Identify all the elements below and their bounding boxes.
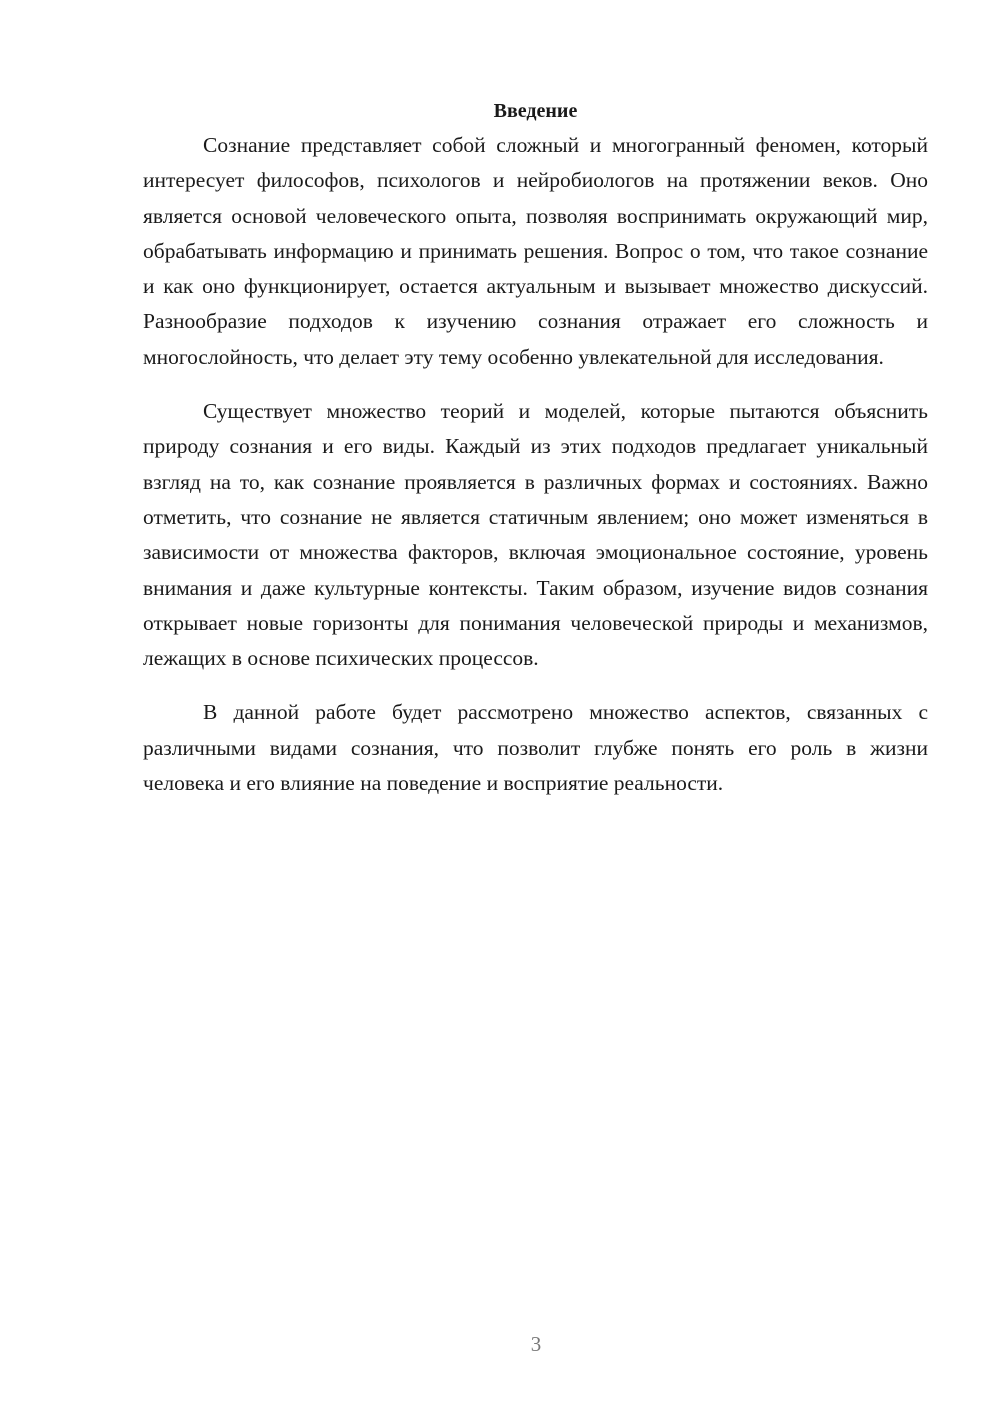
paragraph-1: Сознание представляет собой сложный и многогранный феномен, который интересует философов, психологов и нейробиологов на протяжении веков. Оно является основой человеческого опыта, позволяя воспринимать окружающий мир, обрабатывать информацию и принимать решения. Вопрос о том, что такое сознание и как оно функционирует, остается актуальным и вызывает множество дискуссий. Разнообразие подходов к изучению сознания отражает его сложность и многослойность, что делает эту тему особенно увлекательной для исследования. <box>143 133 928 369</box>
paragraph-3: В данной работе будет рассмотрено множество аспектов, связанных с различными видами сознания, что позволит глубже понять его роль в жизни человека и его влияние на поведение и восприятие реальности. <box>143 700 928 796</box>
paragraph-2: Существует множество теорий и моделей, которые пытаются объяснить природу сознания и его виды. Каждый из этих подходов предлагает уникальный взгляд на то, как сознание проявляется в различных формах и состояниях. Важно отметить, что сознание не является статичным явлением; оно может изменяться в зависимости от множества факторов, включая эмоциональное состояние, уровень внимания и даже культурные контексты. Таким образом, изучение видов сознания открывает новые горизонты для понимания человеческой природы и механизмов, лежащих в основе психических процессов. <box>143 399 928 671</box>
page-content <box>143 95 928 801</box>
page-number: 3 <box>530 1332 542 1356</box>
section-heading: Введение <box>493 100 578 122</box>
